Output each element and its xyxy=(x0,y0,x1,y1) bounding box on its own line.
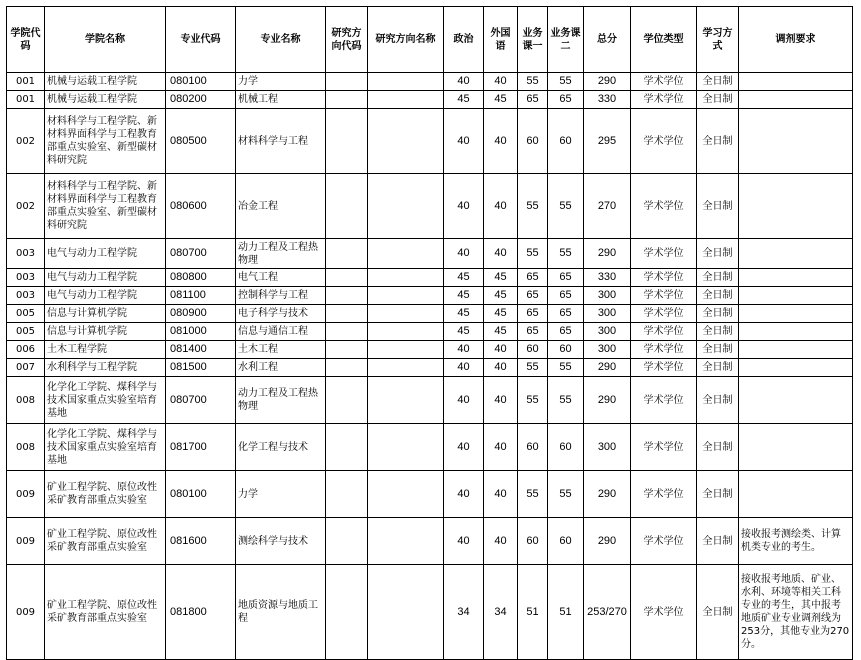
table-row xyxy=(7,269,853,287)
course2-score-cell: 60 xyxy=(548,341,584,359)
study-mode-cell: 全日制 xyxy=(697,109,739,174)
study-mode-cell: 全日制 xyxy=(697,359,739,377)
college-name-cell: 化学化工学院、煤科学与技术国家重点实验室培育基地 xyxy=(45,377,166,424)
college-name-cell: 机械与运载工程学院 xyxy=(45,91,166,109)
direction-name-cell xyxy=(368,471,444,518)
course1-score-cell: 60 xyxy=(518,109,548,174)
politics-score-cell: 45 xyxy=(444,305,484,323)
degree-type-cell: 学术学位 xyxy=(631,174,697,239)
course1-score-cell: 55 xyxy=(518,377,548,424)
table-row xyxy=(7,341,853,359)
course1-score-cell: 55 xyxy=(518,239,548,269)
adjustment-requirement-cell xyxy=(739,239,853,269)
direction-code-cell xyxy=(326,424,368,471)
degree-type-cell: 学术学位 xyxy=(631,565,697,660)
table-row xyxy=(7,359,853,377)
course1-score-cell: 51 xyxy=(518,565,548,660)
politics-score-cell: 40 xyxy=(444,518,484,565)
course2-score-cell: 60 xyxy=(548,109,584,174)
politics-score-cell: 45 xyxy=(444,269,484,287)
course1-score-cell: 60 xyxy=(518,424,548,471)
degree-type-cell: 学术学位 xyxy=(631,305,697,323)
college-code-cell: 008 xyxy=(7,377,45,424)
major-name-cell: 材料科学与工程 xyxy=(236,109,326,174)
adjustment-requirement-cell xyxy=(739,287,853,305)
adjustment-requirement-cell xyxy=(739,174,853,239)
course1-score-cell: 65 xyxy=(518,323,548,341)
column-header: 调剂要求 xyxy=(739,7,853,73)
table-row xyxy=(7,377,853,424)
major-code-cell: 081800 xyxy=(166,565,236,660)
degree-type-cell: 学术学位 xyxy=(631,287,697,305)
foreign-language-score-cell: 40 xyxy=(484,424,518,471)
study-mode-cell: 全日制 xyxy=(697,341,739,359)
course2-score-cell: 60 xyxy=(548,518,584,565)
major-name-cell: 化学工程与技术 xyxy=(236,424,326,471)
total-score-cell: 253/270 xyxy=(584,565,631,660)
study-mode-cell: 全日制 xyxy=(697,323,739,341)
foreign-language-score-cell: 40 xyxy=(484,341,518,359)
major-code-cell: 081000 xyxy=(166,323,236,341)
study-mode-cell: 全日制 xyxy=(697,287,739,305)
major-code-cell: 081600 xyxy=(166,518,236,565)
course1-score-cell: 55 xyxy=(518,174,548,239)
major-name-cell: 电气工程 xyxy=(236,269,326,287)
college-code-cell: 009 xyxy=(7,471,45,518)
total-score-cell: 290 xyxy=(584,518,631,565)
degree-type-cell: 学术学位 xyxy=(631,424,697,471)
admission-table xyxy=(6,6,853,660)
column-header: 业务课二 xyxy=(548,7,584,73)
column-header: 专业代码 xyxy=(166,7,236,73)
degree-type-cell: 学术学位 xyxy=(631,471,697,518)
college-code-cell: 001 xyxy=(7,91,45,109)
major-name-cell: 动力工程及工程热物理 xyxy=(236,239,326,269)
college-name-cell: 材料科学与工程学院、新材料界面科学与工程教育部重点实验室、新型碳材料研究院 xyxy=(45,174,166,239)
column-header: 政治 xyxy=(444,7,484,73)
foreign-language-score-cell: 45 xyxy=(484,305,518,323)
direction-code-cell xyxy=(326,91,368,109)
course2-score-cell: 65 xyxy=(548,323,584,341)
major-code-cell: 080700 xyxy=(166,239,236,269)
direction-name-cell xyxy=(368,287,444,305)
table-row xyxy=(7,565,853,660)
table-row xyxy=(7,109,853,174)
direction-name-cell xyxy=(368,424,444,471)
table-row xyxy=(7,471,853,518)
major-name-cell: 测绘科学与技术 xyxy=(236,518,326,565)
course2-score-cell: 65 xyxy=(548,91,584,109)
direction-code-cell xyxy=(326,341,368,359)
course1-score-cell: 55 xyxy=(518,73,548,91)
study-mode-cell: 全日制 xyxy=(697,424,739,471)
column-header: 研究方向名称 xyxy=(368,7,444,73)
adjustment-requirement-cell xyxy=(739,91,853,109)
college-code-cell: 008 xyxy=(7,424,45,471)
total-score-cell: 270 xyxy=(584,174,631,239)
study-mode-cell: 全日制 xyxy=(697,305,739,323)
direction-name-cell xyxy=(368,269,444,287)
direction-code-cell xyxy=(326,239,368,269)
adjustment-requirement-cell xyxy=(739,73,853,91)
header-row xyxy=(7,7,853,73)
college-code-cell: 009 xyxy=(7,518,45,565)
adjustment-requirement-cell xyxy=(739,269,853,287)
college-name-cell: 矿业工程学院、原位改性采矿教育部重点实验室 xyxy=(45,518,166,565)
politics-score-cell: 40 xyxy=(444,174,484,239)
college-code-cell: 006 xyxy=(7,341,45,359)
degree-type-cell: 学术学位 xyxy=(631,269,697,287)
degree-type-cell: 学术学位 xyxy=(631,239,697,269)
foreign-language-score-cell: 40 xyxy=(484,518,518,565)
politics-score-cell: 40 xyxy=(444,73,484,91)
direction-code-cell xyxy=(326,359,368,377)
major-code-cell: 081700 xyxy=(166,424,236,471)
column-header: 外国语 xyxy=(484,7,518,73)
direction-name-cell xyxy=(368,341,444,359)
degree-type-cell: 学术学位 xyxy=(631,341,697,359)
column-header: 研究方向代码 xyxy=(326,7,368,73)
total-score-cell: 290 xyxy=(584,359,631,377)
college-name-cell: 电气与动力工程学院 xyxy=(45,239,166,269)
direction-code-cell xyxy=(326,287,368,305)
major-name-cell: 冶金工程 xyxy=(236,174,326,239)
direction-code-cell xyxy=(326,73,368,91)
major-name-cell: 地质资源与地质工程 xyxy=(236,565,326,660)
adjustment-requirement-cell: 接收报考地质、矿业、水利、环境等相关工科专业的考生，其中报考地质矿业专业调剂线为253分，其他专业为270分。 xyxy=(739,565,853,660)
major-code-cell: 080800 xyxy=(166,269,236,287)
direction-name-cell xyxy=(368,518,444,565)
direction-code-cell xyxy=(326,377,368,424)
politics-score-cell: 40 xyxy=(444,424,484,471)
college-code-cell: 005 xyxy=(7,323,45,341)
course1-score-cell: 60 xyxy=(518,518,548,565)
foreign-language-score-cell: 45 xyxy=(484,91,518,109)
politics-score-cell: 34 xyxy=(444,565,484,660)
politics-score-cell: 40 xyxy=(444,359,484,377)
major-code-cell: 081400 xyxy=(166,341,236,359)
adjustment-requirement-cell xyxy=(739,359,853,377)
table-row xyxy=(7,518,853,565)
course1-score-cell: 65 xyxy=(518,91,548,109)
foreign-language-score-cell: 40 xyxy=(484,359,518,377)
direction-name-cell xyxy=(368,377,444,424)
total-score-cell: 290 xyxy=(584,471,631,518)
college-code-cell: 003 xyxy=(7,269,45,287)
total-score-cell: 300 xyxy=(584,341,631,359)
total-score-cell: 300 xyxy=(584,323,631,341)
major-name-cell: 力学 xyxy=(236,471,326,518)
direction-code-cell xyxy=(326,109,368,174)
course1-score-cell: 65 xyxy=(518,305,548,323)
direction-name-cell xyxy=(368,565,444,660)
course1-score-cell: 55 xyxy=(518,359,548,377)
table-row xyxy=(7,91,853,109)
study-mode-cell: 全日制 xyxy=(697,565,739,660)
degree-type-cell: 学术学位 xyxy=(631,109,697,174)
college-name-cell: 材料科学与工程学院、新材料界面科学与工程教育部重点实验室、新型碳材料研究院 xyxy=(45,109,166,174)
major-name-cell: 信息与通信工程 xyxy=(236,323,326,341)
college-code-cell: 009 xyxy=(7,565,45,660)
foreign-language-score-cell: 40 xyxy=(484,174,518,239)
college-code-cell: 005 xyxy=(7,305,45,323)
major-name-cell: 土木工程 xyxy=(236,341,326,359)
course2-score-cell: 65 xyxy=(548,287,584,305)
direction-code-cell xyxy=(326,174,368,239)
course2-score-cell: 55 xyxy=(548,174,584,239)
total-score-cell: 290 xyxy=(584,73,631,91)
foreign-language-score-cell: 45 xyxy=(484,269,518,287)
politics-score-cell: 40 xyxy=(444,471,484,518)
major-code-cell: 080500 xyxy=(166,109,236,174)
adjustment-requirement-cell xyxy=(739,341,853,359)
column-header: 业务课一 xyxy=(518,7,548,73)
college-name-cell: 土木工程学院 xyxy=(45,341,166,359)
college-name-cell: 矿业工程学院、原位改性采矿教育部重点实验室 xyxy=(45,565,166,660)
course2-score-cell: 55 xyxy=(548,377,584,424)
major-name-cell: 机械工程 xyxy=(236,91,326,109)
total-score-cell: 330 xyxy=(584,91,631,109)
direction-name-cell xyxy=(368,91,444,109)
degree-type-cell: 学术学位 xyxy=(631,323,697,341)
course2-score-cell: 55 xyxy=(548,239,584,269)
course1-score-cell: 65 xyxy=(518,287,548,305)
college-code-cell: 003 xyxy=(7,239,45,269)
politics-score-cell: 45 xyxy=(444,323,484,341)
college-name-cell: 化学化工学院、煤科学与技术国家重点实验室培育基地 xyxy=(45,424,166,471)
direction-name-cell xyxy=(368,359,444,377)
adjustment-requirement-cell xyxy=(739,424,853,471)
table-body xyxy=(7,73,853,660)
direction-code-cell xyxy=(326,305,368,323)
total-score-cell: 300 xyxy=(584,424,631,471)
foreign-language-score-cell: 40 xyxy=(484,377,518,424)
direction-name-cell xyxy=(368,305,444,323)
direction-code-cell xyxy=(326,269,368,287)
adjustment-requirement-cell: 接收报考测绘类、计算机类专业的考生。 xyxy=(739,518,853,565)
course2-score-cell: 55 xyxy=(548,471,584,518)
college-name-cell: 电气与动力工程学院 xyxy=(45,269,166,287)
degree-type-cell: 学术学位 xyxy=(631,359,697,377)
foreign-language-score-cell: 45 xyxy=(484,287,518,305)
college-code-cell: 007 xyxy=(7,359,45,377)
major-name-cell: 水利工程 xyxy=(236,359,326,377)
foreign-language-score-cell: 40 xyxy=(484,73,518,91)
table-row xyxy=(7,305,853,323)
table-row xyxy=(7,323,853,341)
major-code-cell: 080100 xyxy=(166,73,236,91)
course1-score-cell: 55 xyxy=(518,471,548,518)
major-code-cell: 080900 xyxy=(166,305,236,323)
course2-score-cell: 60 xyxy=(548,424,584,471)
politics-score-cell: 40 xyxy=(444,109,484,174)
degree-type-cell: 学术学位 xyxy=(631,518,697,565)
college-name-cell: 电气与动力工程学院 xyxy=(45,287,166,305)
course1-score-cell: 65 xyxy=(518,269,548,287)
degree-type-cell: 学术学位 xyxy=(631,377,697,424)
major-code-cell: 081100 xyxy=(166,287,236,305)
politics-score-cell: 40 xyxy=(444,341,484,359)
course2-score-cell: 51 xyxy=(548,565,584,660)
degree-type-cell: 学术学位 xyxy=(631,73,697,91)
study-mode-cell: 全日制 xyxy=(697,239,739,269)
table-row xyxy=(7,73,853,91)
total-score-cell: 300 xyxy=(584,305,631,323)
table-row xyxy=(7,239,853,269)
degree-type-cell: 学术学位 xyxy=(631,91,697,109)
adjustment-requirement-cell xyxy=(739,109,853,174)
college-code-cell: 001 xyxy=(7,73,45,91)
course2-score-cell: 65 xyxy=(548,305,584,323)
major-code-cell: 081500 xyxy=(166,359,236,377)
foreign-language-score-cell: 45 xyxy=(484,323,518,341)
politics-score-cell: 45 xyxy=(444,287,484,305)
college-name-cell: 水利科学与工程学院 xyxy=(45,359,166,377)
table-row xyxy=(7,287,853,305)
foreign-language-score-cell: 40 xyxy=(484,471,518,518)
direction-code-cell xyxy=(326,471,368,518)
politics-score-cell: 40 xyxy=(444,239,484,269)
major-name-cell: 动力工程及工程热物理 xyxy=(236,377,326,424)
adjustment-requirement-cell xyxy=(739,305,853,323)
total-score-cell: 300 xyxy=(584,287,631,305)
total-score-cell: 330 xyxy=(584,269,631,287)
direction-code-cell xyxy=(326,323,368,341)
direction-name-cell xyxy=(368,239,444,269)
foreign-language-score-cell: 40 xyxy=(484,239,518,269)
college-name-cell: 机械与运载工程学院 xyxy=(45,73,166,91)
politics-score-cell: 40 xyxy=(444,377,484,424)
adjustment-requirement-cell xyxy=(739,377,853,424)
major-name-cell: 力学 xyxy=(236,73,326,91)
direction-code-cell xyxy=(326,565,368,660)
adjustment-requirement-cell xyxy=(739,471,853,518)
column-header: 总分 xyxy=(584,7,631,73)
table-row xyxy=(7,424,853,471)
course2-score-cell: 65 xyxy=(548,269,584,287)
study-mode-cell: 全日制 xyxy=(697,91,739,109)
study-mode-cell: 全日制 xyxy=(697,518,739,565)
course2-score-cell: 55 xyxy=(548,359,584,377)
major-name-cell: 电子科学与技术 xyxy=(236,305,326,323)
direction-name-cell xyxy=(368,109,444,174)
direction-name-cell xyxy=(368,73,444,91)
college-code-cell: 002 xyxy=(7,109,45,174)
major-code-cell: 080700 xyxy=(166,377,236,424)
study-mode-cell: 全日制 xyxy=(697,269,739,287)
study-mode-cell: 全日制 xyxy=(697,174,739,239)
column-header: 学院代码 xyxy=(7,7,45,73)
total-score-cell: 290 xyxy=(584,377,631,424)
total-score-cell: 295 xyxy=(584,109,631,174)
college-name-cell: 矿业工程学院、原位改性采矿教育部重点实验室 xyxy=(45,471,166,518)
table-row xyxy=(7,174,853,239)
major-code-cell: 080200 xyxy=(166,91,236,109)
study-mode-cell: 全日制 xyxy=(697,471,739,518)
column-header: 专业名称 xyxy=(236,7,326,73)
study-mode-cell: 全日制 xyxy=(697,377,739,424)
major-code-cell: 080600 xyxy=(166,174,236,239)
course1-score-cell: 60 xyxy=(518,341,548,359)
college-code-cell: 002 xyxy=(7,174,45,239)
direction-name-cell xyxy=(368,174,444,239)
politics-score-cell: 45 xyxy=(444,91,484,109)
direction-name-cell xyxy=(368,323,444,341)
adjustment-requirement-cell xyxy=(739,323,853,341)
column-header: 学习方式 xyxy=(697,7,739,73)
direction-code-cell xyxy=(326,518,368,565)
foreign-language-score-cell: 34 xyxy=(484,565,518,660)
college-name-cell: 信息与计算机学院 xyxy=(45,305,166,323)
total-score-cell: 290 xyxy=(584,239,631,269)
major-name-cell: 控制科学与工程 xyxy=(236,287,326,305)
major-code-cell: 080100 xyxy=(166,471,236,518)
foreign-language-score-cell: 40 xyxy=(484,109,518,174)
course2-score-cell: 55 xyxy=(548,73,584,91)
column-header: 学院名称 xyxy=(45,7,166,73)
college-name-cell: 信息与计算机学院 xyxy=(45,323,166,341)
study-mode-cell: 全日制 xyxy=(697,73,739,91)
column-header: 学位类型 xyxy=(631,7,697,73)
college-code-cell: 003 xyxy=(7,287,45,305)
